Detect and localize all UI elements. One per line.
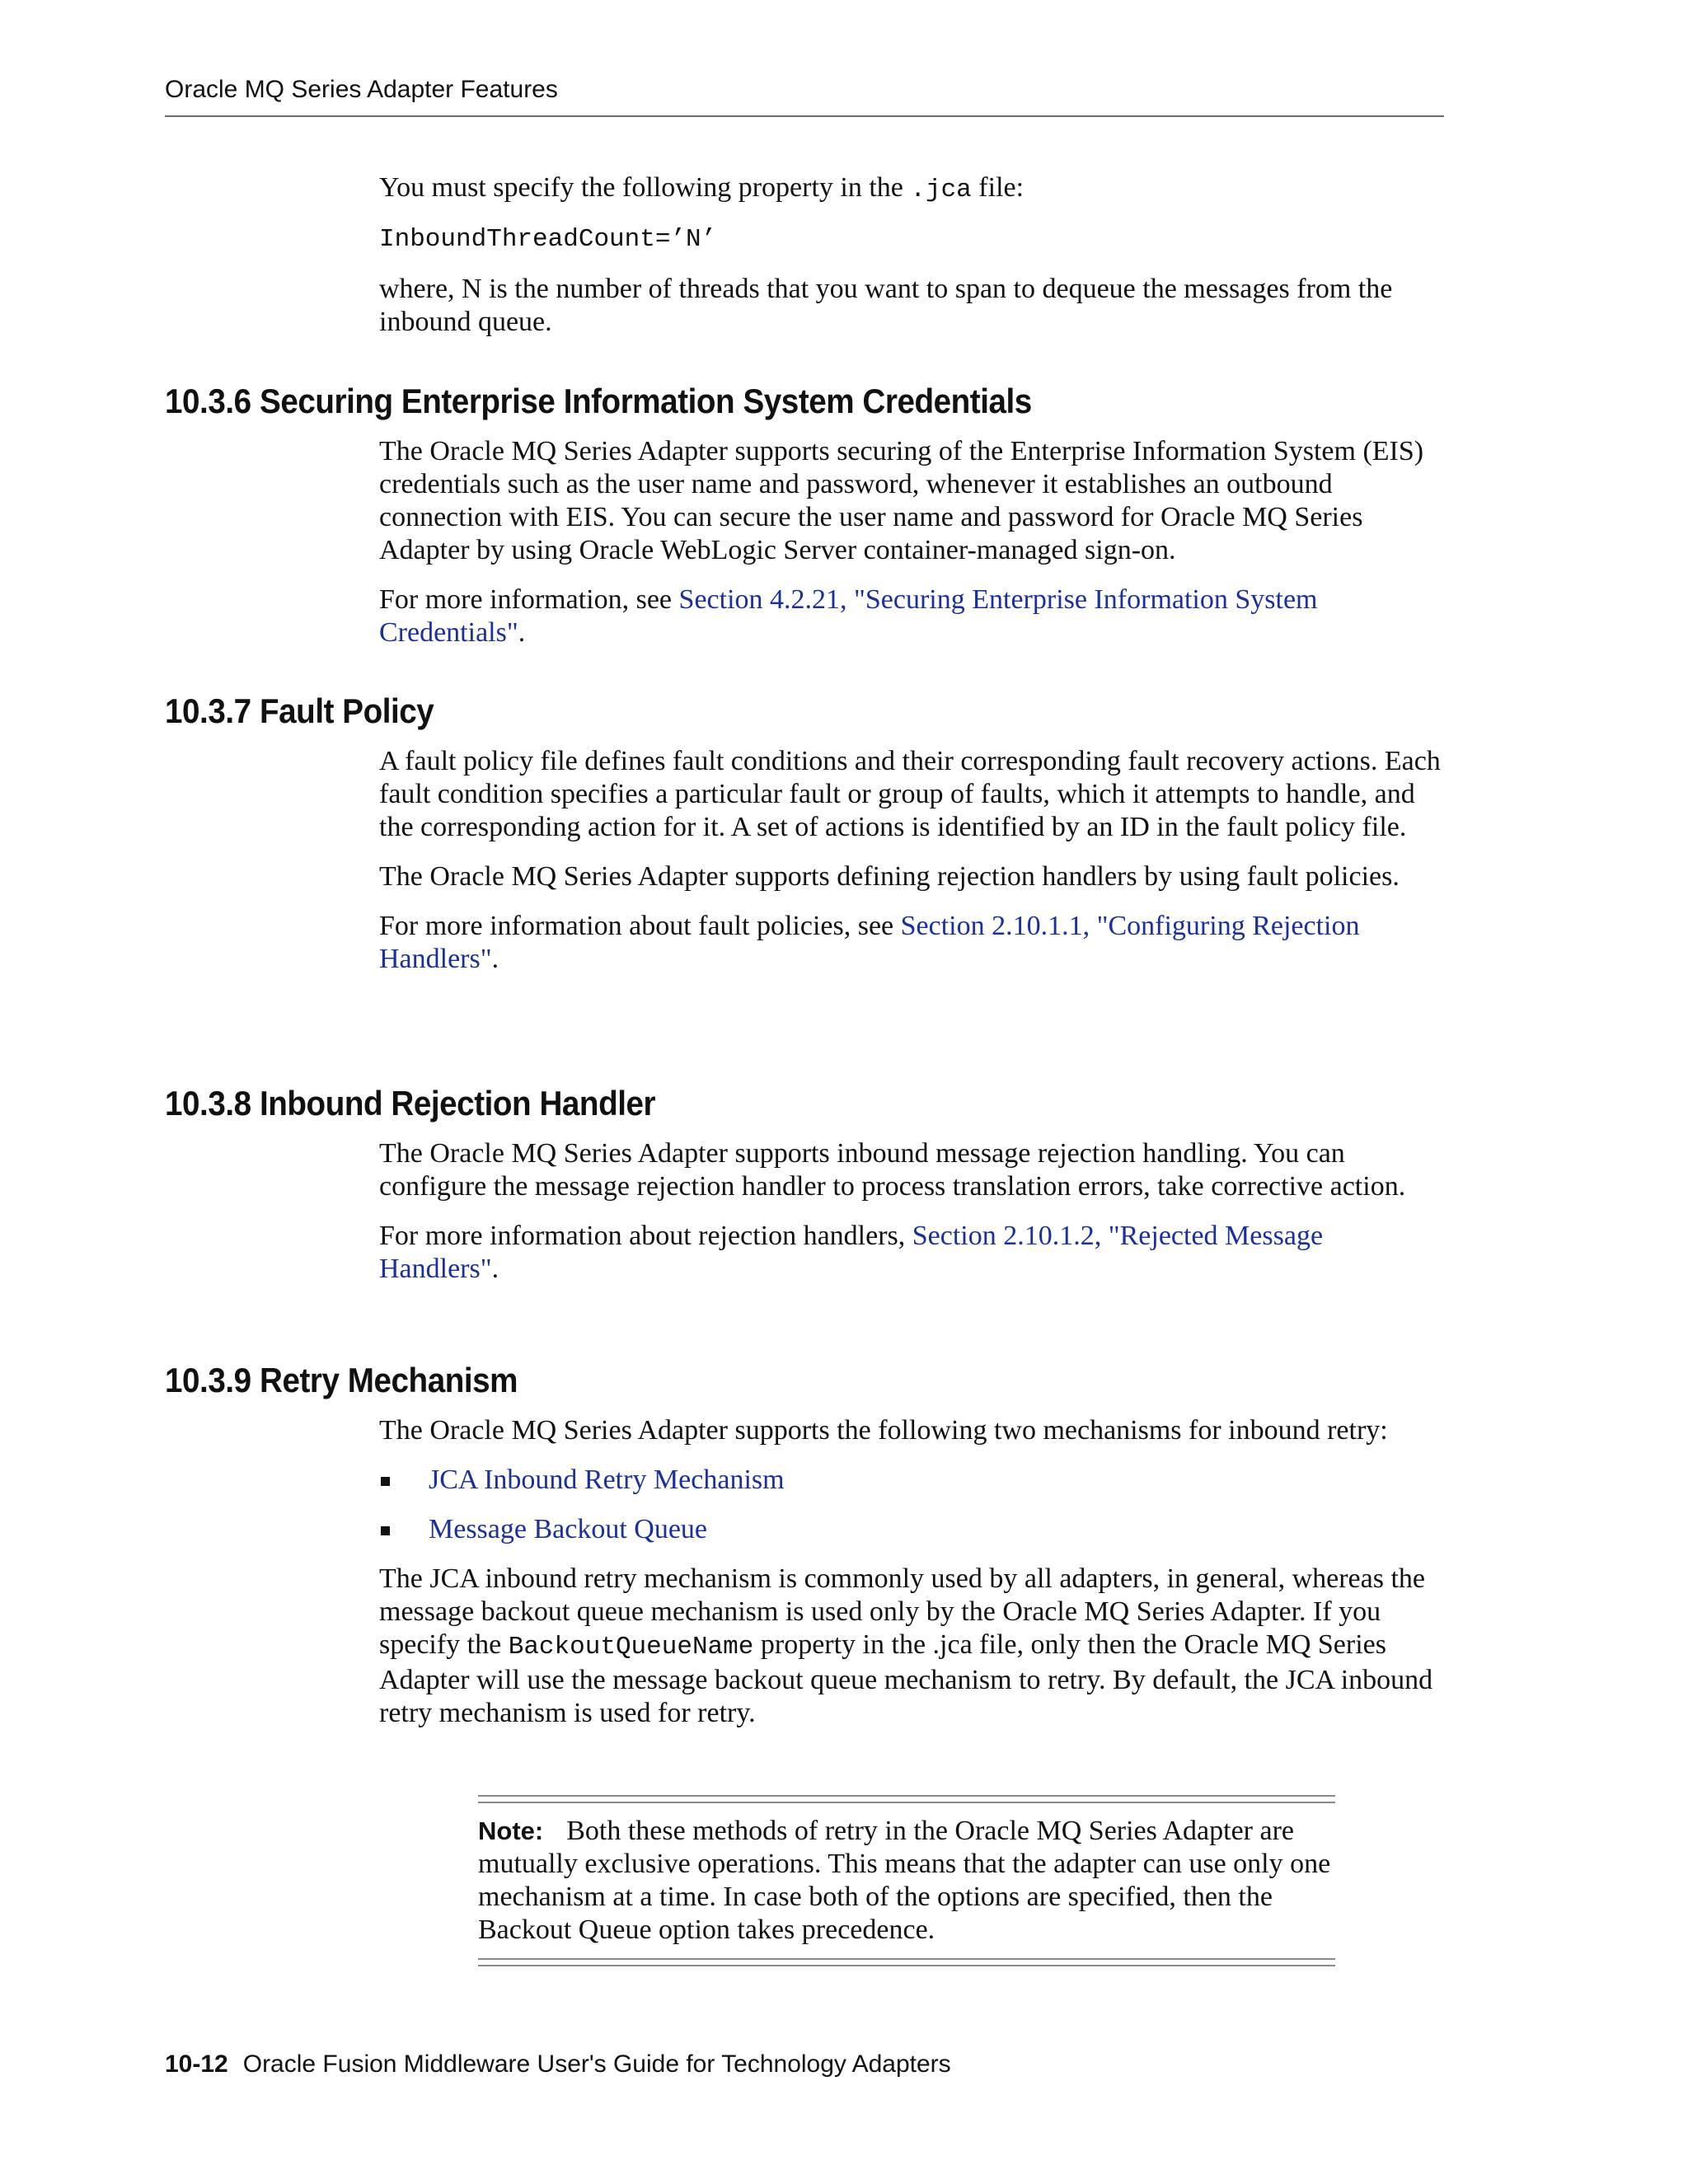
running-header: Oracle MQ Series Adapter Features (165, 76, 558, 103)
page-number: 10-12 (165, 2050, 228, 2078)
intro-block (379, 171, 1444, 339)
section-title: Retry Mechanism (260, 1361, 518, 1399)
bullet-square-icon (381, 1477, 390, 1486)
paragraph: The Oracle MQ Series Adapter supports defining rejection handlers by using fault policies. (379, 861, 1400, 892)
section-number: 10.3.6 (165, 382, 251, 420)
paragraph-with-link (379, 583, 1444, 649)
paragraph: A fault policy file defines fault conditions and their corresponding fault recovery actions. Each fault condition specifies a particular fault or group of faults, which it attempts to handle, and the corresponding action for it. A set of actions is identified by an ID in the fault policy file. (379, 746, 1441, 842)
note-bottom-rule (478, 1958, 1335, 1966)
bullet-square-icon (381, 1526, 390, 1535)
section-title: Fault Policy (260, 691, 434, 730)
book-title: Oracle Fusion Middleware User's Guide for Technology Adapters (242, 2050, 951, 2078)
paragraph-text: The JCA inbound retry mechanism is commonly used by all adapters, in general, whereas the message backout queue mechanism is used only by the Oracle MQ Series Adapter. If you specify the (379, 1563, 1426, 1660)
section-title: Securing Enterprise Information System Credentials (260, 382, 1032, 420)
paragraph-text-end: . (491, 944, 499, 974)
paragraph: The Oracle MQ Series Adapter supports inbound message rejection handling. You can configure the message rejection handler to process translation errors, take corrective action. (379, 1138, 1406, 1202)
paragraph-text-end: . (491, 1254, 499, 1284)
link-jca-inbound-retry[interactable]: JCA Inbound Retry Mechanism (429, 1465, 785, 1495)
section-heading-10-3-8 (165, 1083, 655, 1124)
note-label: Note: (478, 1816, 544, 1845)
code-line: InboundThreadCount=’N’ (379, 225, 717, 254)
paragraph-text: For more information, see (379, 584, 679, 615)
paragraph-text: For more information about rejection handlers, (379, 1221, 912, 1251)
backout-queue-name-code: BackoutQueueName (508, 1633, 754, 1661)
intro-text-end: file: (971, 172, 1025, 203)
section-heading-10-3-9 (165, 1360, 518, 1401)
retry-mechanism-list (379, 1464, 1444, 1546)
note-text (478, 1815, 1335, 1947)
section-number: 10.3.8 (165, 1084, 251, 1122)
section-heading-10-3-7 (165, 691, 434, 732)
link-section-4-2-21[interactable]: Section 4.2.21, "Securing Enterprise Information System Credentials" (379, 584, 1318, 648)
link-message-backout-queue[interactable]: Message Backout Queue (429, 1514, 708, 1544)
paragraph-with-link (379, 910, 1444, 976)
running-footer (165, 2050, 951, 2079)
section-body-10-3-8 (379, 1137, 1444, 1286)
paragraph (379, 1563, 1444, 1730)
note-box (478, 1795, 1335, 1966)
section-body-10-3-9 (379, 1414, 1444, 1730)
section-title: Inbound Rejection Handler (260, 1084, 656, 1122)
jca-code: .jca (910, 176, 972, 204)
paragraph-with-link (379, 1220, 1444, 1286)
note-content: Both these methods of retry in the Oracle MQ Series Adapter are mutually exclusive operations. This means that the adapter can use only one mechanism at a time. In case both of the options are specified, then the Backout Queue option takes precedence. (478, 1816, 1331, 1945)
link-section-2-10-1-1[interactable]: Section 2.10.1.1, "Configuring Rejection Handlers" (379, 911, 1360, 974)
paragraph: The Oracle MQ Series Adapter supports the following two mechanisms for inbound retry: (379, 1415, 1388, 1446)
header-rule (165, 115, 1444, 117)
section-number: 10.3.9 (165, 1361, 251, 1399)
section-number: 10.3.7 (165, 691, 251, 730)
intro-paragraph-2: where, N is the number of threads that you want to span to dequeue the messages from the inbound queue. (379, 274, 1393, 337)
paragraph-text: For more information about fault policies, see (379, 911, 901, 941)
intro-paragraph-1 (379, 171, 1444, 207)
note-body (478, 1803, 1335, 1958)
section-body-10-3-7 (379, 745, 1444, 976)
section-body-10-3-6 (379, 435, 1444, 649)
note-top-rule (478, 1795, 1335, 1803)
paragraph-text-end: property in the .jca file, only then the Oracle MQ Series Adapter will use the message backout queue mechanism to retry. By default, the JCA inbound retry mechanism is used for retry. (379, 1629, 1433, 1728)
paragraph: The Oracle MQ Series Adapter supports securing of the Enterprise Information System (EIS) credentials such as the user name and password, whenever it establishes an outbound connection with EIS. You can secure the user name and password for Oracle MQ Series Adapter by using Oracle WebLogic Server container-managed sign-on. (379, 436, 1424, 565)
section-heading-10-3-6 (165, 381, 1032, 422)
intro-text: You must specify the following property in the (379, 172, 911, 203)
paragraph-text-end: . (518, 617, 526, 648)
link-section-2-10-1-2[interactable]: Section 2.10.1.2, "Rejected Message Handlers" (379, 1221, 1324, 1284)
list-item (379, 1464, 1444, 1497)
list-item (379, 1513, 1444, 1546)
